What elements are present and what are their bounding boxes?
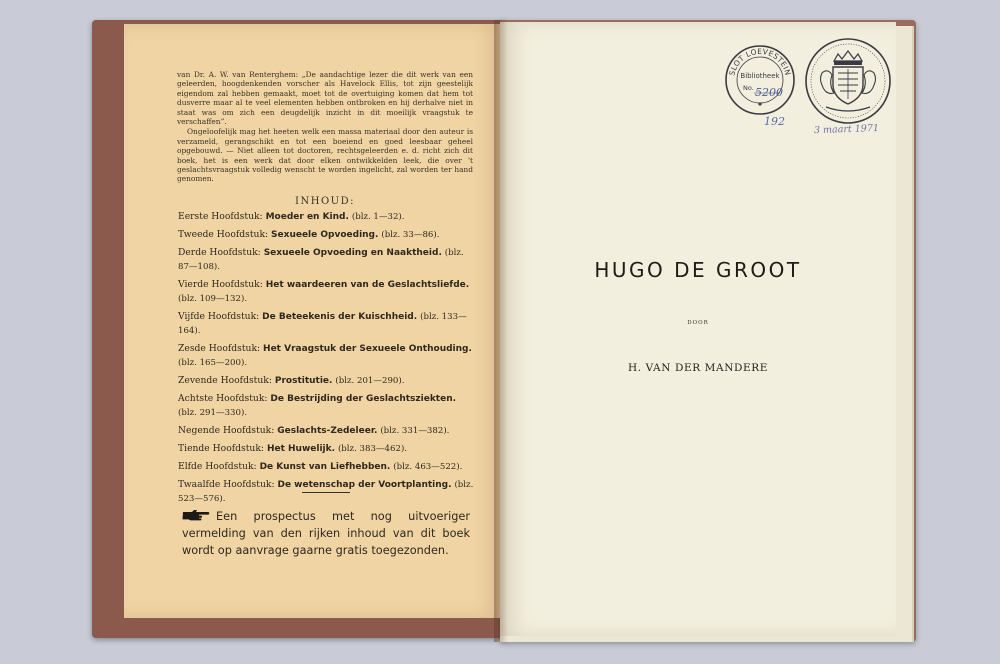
- toc-chapter-label: Elfde Hoofdstuk:: [178, 461, 257, 472]
- toc-chapter-title: Het Vraagstuk der Sexueele Onthouding.: [263, 344, 472, 354]
- toc-page-range: (blz. 463—522).: [393, 462, 463, 472]
- stamp-no-label: No.: [743, 84, 754, 92]
- toc-entry: [178, 278, 476, 306]
- book-gutter: [494, 20, 508, 642]
- book-title: HUGO DE GROOT: [594, 258, 802, 282]
- toc-entry: [178, 342, 476, 370]
- toc-chapter-title: Moeder en Kind.: [265, 212, 349, 222]
- prospectus-notice: [182, 508, 470, 559]
- toc-page-range: (blz. 383—462).: [337, 444, 408, 454]
- toc-page-range: (blz. 33—86).: [381, 230, 440, 240]
- toc-chapter-label: Tweede Hoofdstuk:: [178, 229, 269, 240]
- by-label: DOOR: [687, 320, 709, 326]
- contents-heading: INHOUD:: [295, 196, 355, 207]
- toc-page-range: (blz. 133—164).: [178, 312, 467, 336]
- toc-entry: [178, 442, 476, 456]
- toc-entry: [178, 210, 476, 224]
- toc-chapter-title: De Kunst van Liefhebben.: [259, 462, 391, 472]
- toc-chapter-label: Eerste Hoofdstuk:: [178, 211, 263, 222]
- author-name: H. VAN DER MANDERE: [627, 362, 769, 374]
- toc-entry: [178, 424, 476, 438]
- pencil-note-number: 192: [764, 115, 785, 128]
- pencil-note-date: 3 maart 1971: [813, 122, 880, 137]
- toc-entry: [178, 374, 476, 388]
- coat-of-arms-icon: [804, 37, 892, 125]
- pointing-hand-icon: [182, 509, 210, 521]
- toc-chapter-label: Twaalfde Hoofdstuk:: [178, 479, 275, 490]
- toc-page-range: (blz. 331—382).: [380, 426, 450, 436]
- intro-paragraph: van Dr. A. W. van Renterghem: „De aandachtige lezer die dit werk van een geleerden, hoogdenkenden vorscher als Havelock Ellis, tot zijn geestelijk eigendom zal hebben gemaakt, moet tot de overtuiging komen dat hem tot dusverre maar al te veel elementen hebben ontbroken en hij derhalve niet in staat was om zich een deugdelijk inzicht in dit moeilijk vraagstuk te verschaffen”.: [177, 70, 473, 127]
- toc-entry: [178, 460, 476, 474]
- toc-entry: [178, 246, 476, 274]
- toc-chapter-label: Achtste Hoofdstuk:: [178, 393, 268, 404]
- toc-chapter-title: Geslachts-Zedeleer.: [277, 426, 378, 436]
- toc-chapter-label: Zesde Hoofdstuk:: [178, 343, 261, 354]
- toc-chapter-label: Vijfde Hoofdstuk:: [178, 311, 260, 322]
- toc-chapter-title: Sexueele Opvoeding en Naaktheid.: [263, 248, 442, 258]
- stamp-ring-text: SLOT LOEVESTEIN: [727, 46, 793, 77]
- toc-chapter-title: Het waardeeren van de Geslachtsliefde.: [265, 280, 470, 290]
- toc-entry: [178, 392, 476, 420]
- toc-chapter-label: Negende Hoofdstuk:: [178, 425, 275, 436]
- prospectus-text: Een prospectus met nog uitvoeriger vermelding van den rijken inhoud van dit boek wordt op aanvrage gaarne gratis toegezonden.: [182, 510, 470, 557]
- table-of-contents: [178, 210, 476, 510]
- toc-chapter-title: De wetenschap der Voortplanting.: [277, 480, 452, 490]
- stamp-label: Bibliotheek: [740, 72, 780, 80]
- toc-chapter-label: Tiende Hoofdstuk:: [178, 443, 265, 454]
- stamp-number: 5200: [755, 86, 783, 99]
- library-stamp: [724, 44, 796, 116]
- toc-page-range: (blz. 291—330).: [178, 408, 248, 418]
- toc-chapter-title: De Bestrijding der Geslachtsziekten.: [270, 394, 457, 404]
- divider: [302, 492, 350, 493]
- toc-entry: [178, 310, 476, 338]
- toc-chapter-title: De Beteekenis der Kuischheid.: [262, 312, 418, 322]
- intro-text: [177, 70, 473, 185]
- intro-paragraph: Ongeloofelijk mag het heeten welk een massa materiaal door den auteur is verzameld, gerangschikt en tot een boeiend en goed leesbaar geheel opgebouwd. — Niet alleen tot doctoren, rechtsgeleerden e. d. richt zich dit boek, het is een werk dat door elken ontwikkelden leek, die over 't geslachtsvraagstuk volledig wenscht te worden ingelicht, zal worden ter hand genomen.: [177, 127, 473, 184]
- toc-page-range: (blz. 1—32).: [351, 212, 405, 222]
- toc-page-range: (blz. 201—290).: [335, 376, 405, 386]
- toc-chapter-title: Prostitutie.: [274, 376, 333, 386]
- toc-entry: [178, 228, 476, 242]
- toc-chapter-title: Het Huwelijk.: [266, 444, 336, 454]
- toc-chapter-title: Sexueele Opvoeding.: [271, 230, 379, 240]
- toc-page-range: (blz. 165—200).: [178, 358, 248, 368]
- toc-chapter-label: Derde Hoofdstuk:: [178, 247, 261, 258]
- toc-page-range: (blz. 523—576).: [178, 480, 474, 504]
- toc-page-range: (blz. 87—108).: [178, 248, 464, 272]
- toc-chapter-label: Zevende Hoofdstuk:: [178, 375, 272, 386]
- toc-page-range: (blz. 109—132).: [178, 294, 248, 304]
- toc-chapter-label: Vierde Hoofdstuk:: [178, 279, 263, 290]
